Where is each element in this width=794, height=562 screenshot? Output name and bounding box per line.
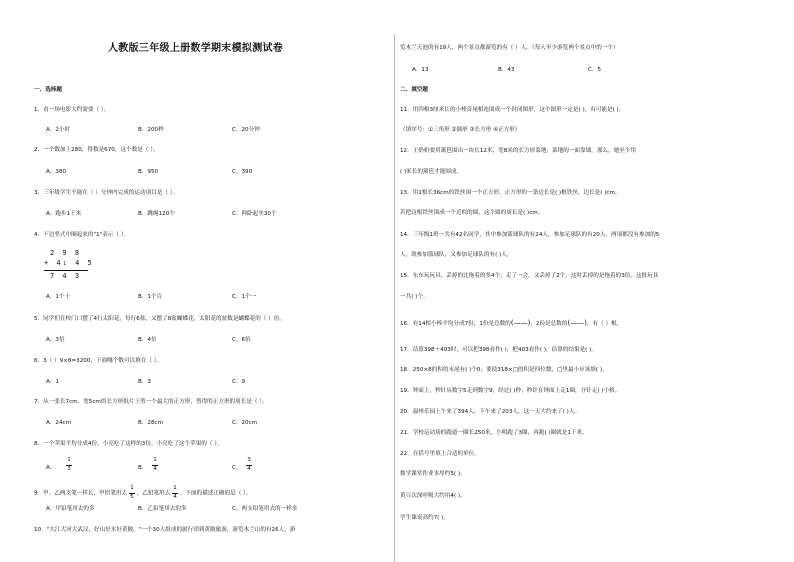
question-5: 5．同学们在校门口摆了4行太阳花，每行6盆，又摆了8盆蝴蝶花。太阳花的盆数是蝴蝶花的（ ）倍。 <box>34 316 285 322</box>
q16-blank-fraction-1: (——) <box>510 319 531 327</box>
question-1: 1．看一场电影大约需要（ ）。 <box>34 107 110 113</box>
q10-option-a: A．13 <box>412 67 429 73</box>
question-21: 21．学校运动场的跑道一圈长250米，小明跑了3圈，再跑( )圈就是1千米。 <box>400 430 588 436</box>
question-14-continued: 人。既参加篮球队，又参加足球队的有( )人。 <box>400 252 513 258</box>
question-19: 19．钟面上，秒针从数字5走到数字9，经过( )秒；秒针在钟面上走1圈，分针走( )小格。 <box>400 388 621 394</box>
q6-option-b: B．3 <box>138 379 151 385</box>
fill-unit-3: 学生课桌高约7( )。 <box>400 515 449 521</box>
q2-option-a: A．380 <box>46 169 67 175</box>
q8-option-a: A． <box>46 465 56 471</box>
q10-option-b: B．43 <box>498 67 515 73</box>
left-column <box>0 0 392 562</box>
q3-option-a: A．跑步1千米 <box>46 211 82 217</box>
question-7: 7．从一张长7cm、宽5cm的长方形纸片上剪一个最大的正方形，剪得的正方形的周长是（ ）。 <box>34 399 268 405</box>
fraction-numerator: 1 <box>173 485 177 491</box>
fill-unit-1: 数学课堂作业本厚约5( )。 <box>400 471 466 477</box>
q10-option-c: C．5 <box>588 67 602 73</box>
q4-option-b: B．1个百 <box>138 294 163 300</box>
fraction-numerator: 1 <box>67 457 71 463</box>
q3-option-c: C．仰卧起坐30个 <box>232 211 277 217</box>
q16-text-part2: ，2份是总数的 <box>530 321 568 327</box>
q1-option-b: B．200秒 <box>138 127 164 133</box>
fraction-denominator: 4 <box>153 465 157 472</box>
q7-option-b: B．28cm <box>138 420 164 426</box>
question-2: 2．一个数加上280，得数是670，这个数是（ ）。 <box>34 147 159 153</box>
q5-option-c: C．6倍 <box>232 337 251 343</box>
q16-blank-fraction-2: (——) <box>567 319 587 327</box>
question-15: 15．东东玩玩具，丢掉的比拖着的多4个，走了一会，又丢掉了2个，这时丢掉的是拖着的3倍。这批玩具 <box>400 273 659 279</box>
q9-option-a: A．甲铅笔用去的多 <box>46 506 95 512</box>
question-9 <box>34 486 251 500</box>
fill-unit-2: 黄豆次深呼吸大约用4( )。 <box>400 493 466 499</box>
section-choice-heading: 一、选择题 <box>34 87 62 93</box>
q16-text-part3: ，有（ ）根。 <box>586 321 623 327</box>
question-11: 11．用四根3厘米长的小棒首尾相连围成一个封闭图形，这个图形一定是( )，有可能是( )。 <box>400 107 625 113</box>
fraction-numerator: 3 <box>247 457 251 463</box>
q7-option-c: C．20cm <box>232 420 258 426</box>
q5-option-a: A．3倍 <box>46 337 65 343</box>
q9-fraction-1 <box>129 486 135 500</box>
question-4: 4．下边竖式中圈起来的"1"表示（ ）。 <box>34 232 130 238</box>
q9-text-part2: ，乙铅笔用去 <box>136 490 171 497</box>
fraction-numerator: 1 <box>153 457 157 463</box>
question-17: 17．估算398＋403时，可以把398看作( )，把403看作( )，估算的结果是( )。 <box>400 347 597 353</box>
question-10-continued: 览木兰天池的有19人，两个景点都游览的有（ ）人。（每人至少游览两个景点中的一个） <box>400 45 619 51</box>
q9-text-part3: 。下面的描述正确的是（ ）。 <box>179 490 252 497</box>
q4-option-c: C．1个一 <box>232 294 257 300</box>
vertical-calc-row-1: 2 9 8 <box>50 249 82 257</box>
q3-option-b: B．跳绳120个 <box>138 211 175 217</box>
q8-option-b: B． <box>138 465 148 471</box>
fraction-denominator: 4 <box>173 493 177 500</box>
q8-option-c-fraction <box>246 458 252 472</box>
question-22: 22．在括号里填上合适的单位。 <box>400 451 480 457</box>
q2-option-c: C．390 <box>232 169 253 175</box>
q4-option-a: A．1个十 <box>46 294 71 300</box>
section-fill-heading: 二、填空题 <box>400 87 428 93</box>
fraction-denominator: 5 <box>130 493 134 500</box>
column-divider <box>394 34 395 562</box>
question-15-continued: 一共( )个。 <box>400 294 429 300</box>
question-10: 10．"大江大河大武汉，好山好水好黄陂。"一个30人组成的旅行团到黄陂旅游，游览木兰山的有26人，游 <box>34 527 296 533</box>
question-12-continued: ( )米长的篱笆才能围成。 <box>400 169 463 175</box>
q9-option-c: C．两支铅笔用去的一样多 <box>232 506 298 512</box>
question-14: 14．三年级1班一共有42名同学，其中参加篮球队的有24人，参加足球队的有20人，两项都没有参加的5 <box>400 232 660 238</box>
page-title: 人教版三年级上册数学期末模拟测试卷 <box>108 43 284 54</box>
q6-option-c: C．9 <box>232 379 246 385</box>
question-6: 6．3（ ）9×8=3200，下面哪个数可以填在（ ）。 <box>34 358 163 364</box>
q7-option-a: A．24cm <box>46 420 72 426</box>
fraction-denominator: 4 <box>247 465 251 472</box>
vertical-calc-line <box>44 270 88 271</box>
q8-option-b-fraction <box>152 458 158 472</box>
q9-fraction-2 <box>172 486 178 500</box>
vertical-calc-result: 7 4 3 <box>50 272 82 280</box>
q9-option-b: B．乙铅笔用去的多 <box>138 506 187 512</box>
q8-option-a-fraction <box>66 458 72 472</box>
right-column <box>396 0 794 562</box>
q8-option-c: C． <box>232 465 242 471</box>
question-20: 20．温州乐园上午来了394人，下午来了203人，这一天大约来了( )人。 <box>400 409 581 415</box>
q2-option-b: B．950 <box>138 169 159 175</box>
question-18: 18．250×8的积的末尾有( )个0；要使318×□的积是四位数，□里最小应该填( )。 <box>400 367 608 373</box>
question-8: 8．一个苹果平均分成4份，小亮吃了这样的3份，小亮吃了这个苹果的（ ）。 <box>34 441 223 447</box>
question-13-continued: 若把这根铁丝围成一个近似的圆，这个圆的周长是( )cm。 <box>400 210 544 216</box>
fraction-denominator: 3 <box>67 465 71 472</box>
q6-option-a: A．1 <box>46 379 59 385</box>
q1-option-c: C．20分钟 <box>232 127 260 133</box>
q1-option-a: A．2小时 <box>46 127 71 133</box>
question-3: 3．三年级学生不能在（ ）分钟内完成的运动项目是（ ）。 <box>34 190 179 196</box>
fraction-numerator: 1 <box>130 485 134 491</box>
q16-text-part1: 16．有14根小棒平均分成7份，1份是总数的 <box>400 321 511 327</box>
question-12: 12．王奶奶要用篱笆围出一块长12米，宽8米的长方形菜地，菜地的一面靠墙。那么，她至少用 <box>400 148 636 154</box>
question-13: 13．用1根长36cm的铁丝围一个正方形，正方形的一条边长是( )根铁丝，边长是( )cm。 <box>400 190 621 196</box>
vertical-calc-row-2: + 4₁ 4 5 <box>44 259 94 267</box>
question-16 <box>400 320 622 328</box>
q9-text-part1: 9．甲、乙两支笔一样长，甲铅笔用去 <box>34 490 128 497</box>
question-11-options: （填序号：①三角形 ②圆形 ③长方形 ④正方形） <box>400 127 521 133</box>
q5-option-b: B．4倍 <box>138 337 157 343</box>
